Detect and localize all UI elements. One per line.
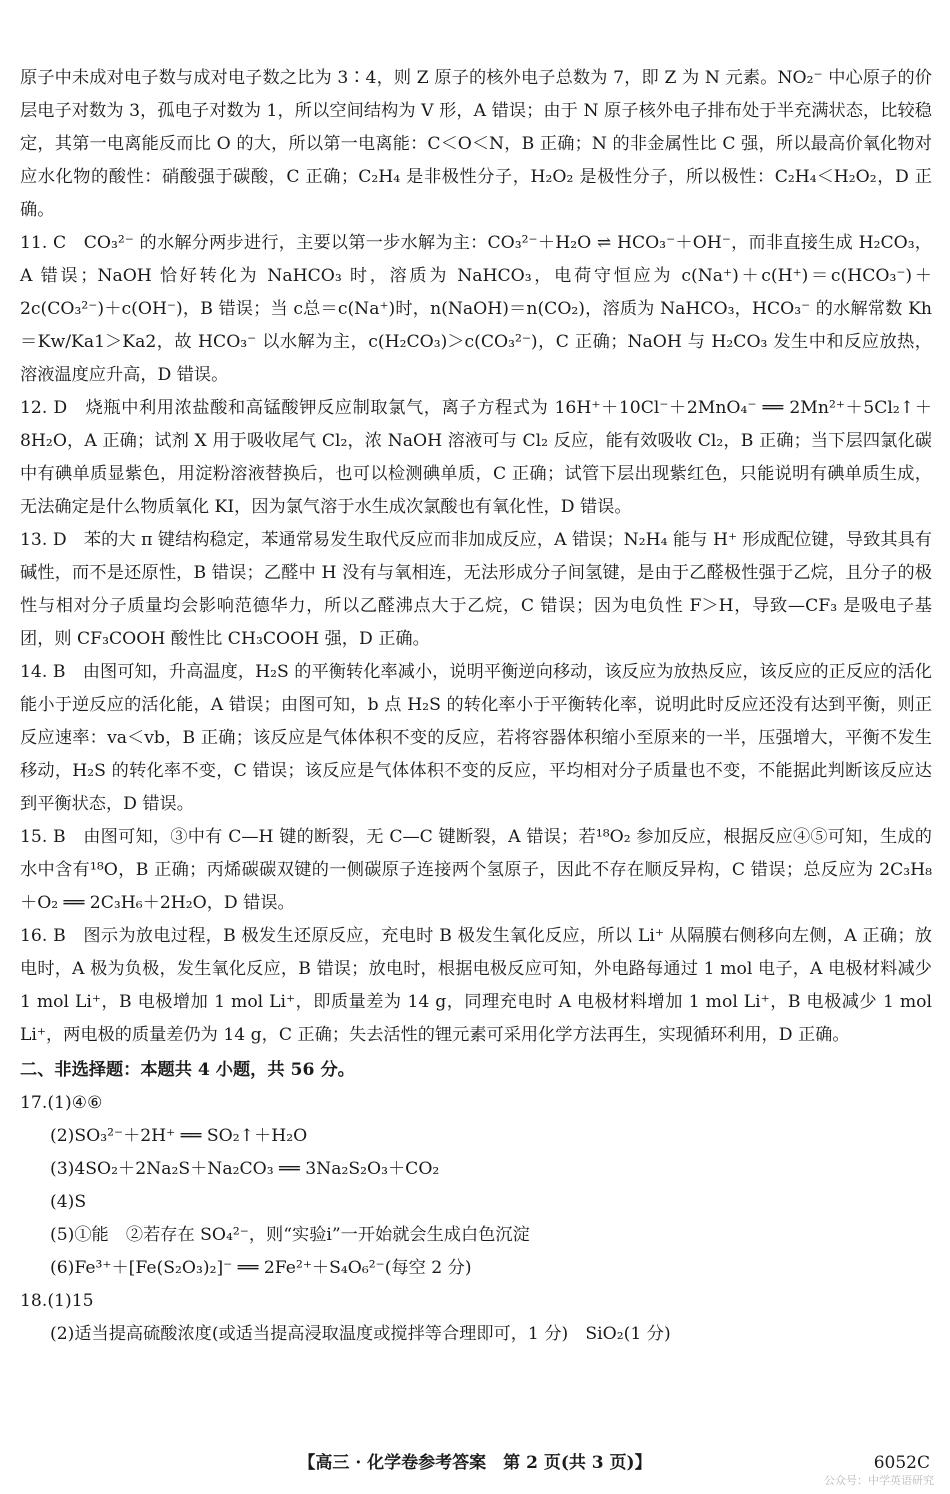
q17-answer-5: (5)①能 ②若存在 SO₄²⁻，则“实验ⅰ”一开始就会生成白色沉淀 — [50, 1225, 530, 1245]
q17-number: 17. — [20, 1093, 48, 1113]
footer-code: 6052C — [873, 1453, 930, 1473]
q17-answer-2: (2)SO₃²⁻＋2H⁺ ══ SO₂↑＋H₂O — [50, 1126, 308, 1146]
section-title: 二、非选择题：本题共 4 小题，共 56 分。 — [20, 1060, 355, 1080]
paragraph-q14: 14. B 由图可知，升高温度，H₂S 的平衡转化率减小，说明平衡逆向移动，该反应为放热反应，该反应的正反应的活化能小于逆反应的活化能，A 错误；由图可知，b 点 H₂S 的转化率小于平衡转化率，说明此时反应还没有达到平衡，则正反应速率：va＜vb，B 正确；该反应是气体体积不变的反应，若将容器体积缩小至原来的一半，压强增大，平衡不发生移动，H₂S 的转化率不变，C 错误；该反应是气体体积不变的反应，平均相对分子质量也不变，不能据此判断该反应达到平衡状态，D 错误。 — [20, 662, 932, 814]
paragraph-q16: 16. B 图示为放电过程，B 极发生还原反应，充电时 B 极发生氧化反应，所以 Li⁺ 从隔膜右侧移向左侧，A 正确；放电时，A 极为负极，发生氧化反应，B 错误；放电时，根据电极反应可知，外电路每通过 1 mol 电子，A 电极材料减少 1 mol Li⁺，B 电极增加 1 mol Li⁺，即质量差为 14 g，同理充电时 A 电极材料增加 1 mol Li⁺，B 电极减少 1 mol Li⁺，两电极的质量差仍为 14 g，C 正确；失去活性的锂元素可采用化学方法再生，实现循环利用，D 正确。 — [20, 926, 932, 1045]
paragraph-q10-continued: 原子中未成对电子数与成对电子数之比为 3∶4，则 Z 原子的核外电子总数为 7，即 Z 为 N 元素。NO₂⁻ 中心原子的价层电子对数为 3，孤电子对数为 1，所以空间结构为 V 形，A 错误；由于 N 原子核外电子排布处于半充满状态，比较稳定，其第一电离能反而比 O 的大，所以第一电离能：C＜O＜N，B 正确；N 的非金属性比 C 强，所以最高价氧化物对应水化物的酸性：硝酸强于碳酸，C 正确；C₂H₄ 是非极性分子，H₂O₂ 是极性分子，所以极性：C₂H₄＜H₂O₂，D 正确。 — [20, 68, 932, 220]
q18-answer-1: (1)15 — [47, 1291, 94, 1311]
paragraph-q13: 13. D 苯的大 π 键结构稳定，苯通常易发生取代反应而非加成反应，A 错误；N₂H₄ 能与 H⁺ 形成配位键，导致其具有碱性，而不是还原性，B 错误；乙醛中 H 没有与氧相连，无法形成分子间氢键，是由于乙醛极性强于乙烷，且分子的极性与相对分子质量均会影响范德华力，所以乙醛沸点大于乙烷，C 错误；因为电负性 F＞H，导致—CF₃ 是吸电子基团，则 CF₃COOH 酸性比 CH₃COOH 强，D 正确。 — [20, 530, 932, 649]
paragraph-q15: 15. B 由图可知，③中有 C—H 键的断裂，无 C—C 键断裂，A 错误；若¹⁸O₂ 参加反应，根据反应④⑤可知，生成的水中含有¹⁸O，B 正确；丙烯碳碳双键的一侧碳原子连接两个氢原子，因此不存在顺反异构，C 错误；总反应为 2C₃H₈＋O₂ ══ 2C₃H₆＋2H₂O，D 错误。 — [20, 827, 932, 913]
paragraph-q12: 12. D 烧瓶中利用浓盐酸和高锰酸钾反应制取氯气，离子方程式为 16H⁺＋10Cl⁻＋2MnO₄⁻ ══ 2Mn²⁺＋5Cl₂↑＋8H₂O，A 正确；试剂 X 用于吸收尾气 Cl₂，浓 NaOH 溶液可与 Cl₂ 反应，能有效吸收 Cl₂，B 正确；当下层四氯化碳中有碘单质显紫色，用淀粉溶液替换后，也可以检测碘单质，C 正确；试管下层出现紫红色，只能说明有碘单质生成，无法确定是什么物质氧化 KI，因为氯气溶于水生成次氯酸也有氧化性，D 错误。 — [20, 398, 932, 517]
q17-answer-3: (3)4SO₂＋2Na₂S＋Na₂CO₃ ══ 3Na₂S₂O₃＋CO₂ — [50, 1159, 440, 1179]
q17-answer-4: (4)S — [50, 1192, 87, 1212]
footer-title: 【高三 · 化学卷参考答案 第 2 页(共 3 页)】 — [298, 1453, 652, 1473]
q17-first-line — [20, 1087, 932, 1120]
paragraph-q11: 11. C CO₃²⁻ 的水解分两步进行，主要以第一步水解为主：CO₃²⁻＋H₂O ⇌ HCO₃⁻＋OH⁻，而非直接生成 H₂CO₃，A 错误；NaOH 恰好转化为 NaHCO₃ 时，溶质为 NaHCO₃，电荷守恒应为 c(Na⁺)＋c(H⁺)＝c(HCO₃⁻)＋2c(CO₃²⁻)＋c(OH⁻)，B 错误；当 c总＝c(Na⁺)时，n(NaOH)＝n(CO₂)，溶质为 NaHCO₃，HCO₃⁻ 的水解常数 Kh＝Kw/Ka1＞Ka2，故 HCO₃⁻ 以水解为主，c(H₂CO₃)＞c(CO₃²⁻)，C 正确；NaOH 与 H₂CO₃ 发生中和反应放热，溶液温度应升高，D 错误。 — [20, 233, 932, 385]
q18-answer-2: (2)适当提高硫酸浓度(或适当提高浸取温度或搅拌等合理即可，1 分) SiO₂(1 分) — [50, 1324, 671, 1344]
answer-content — [20, 62, 932, 1351]
q18-first-line — [20, 1285, 932, 1318]
q18-number: 18. — [20, 1291, 48, 1311]
watermark-text: 公众号：中学英语研究 — [824, 1474, 934, 1487]
q17-answer-1: (1)④⑥ — [47, 1093, 103, 1113]
page-footer — [0, 1448, 950, 1478]
q17-answer-6: (6)Fe³⁺＋[Fe(S₂O₃)₂]⁻ ══ 2Fe²⁺＋S₄O₆²⁻(每空 2 分) — [50, 1258, 472, 1278]
